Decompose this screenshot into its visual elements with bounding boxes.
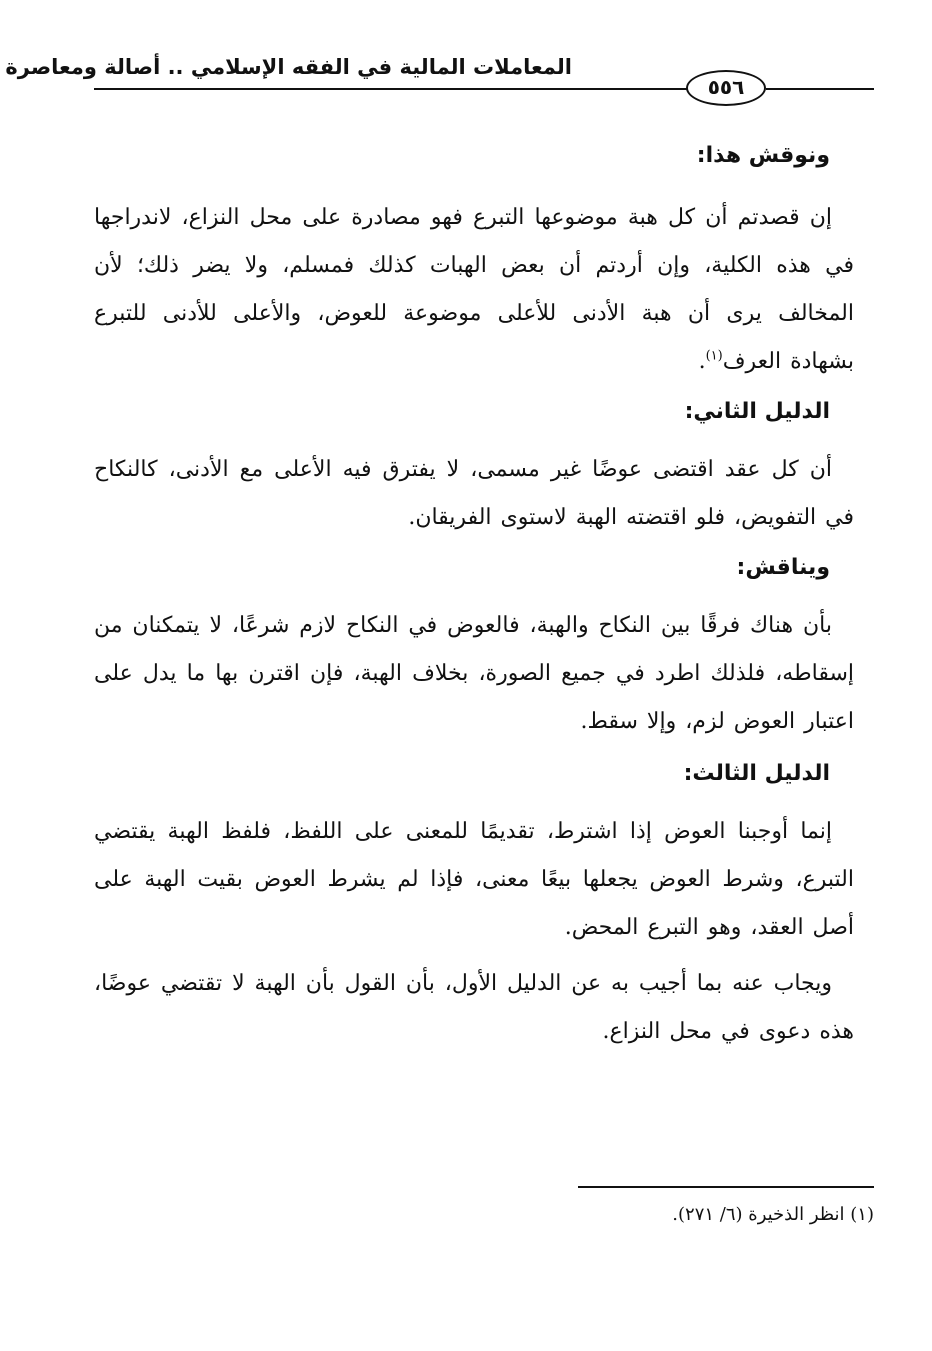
heading-discussion: ونوقش هذا: (696, 143, 830, 168)
footnote-rule (578, 1186, 874, 1188)
page-number-oval (686, 70, 766, 106)
paragraph-4: إنما أوجبنا العوض إذا اشترط، تقديمًا للمعنى على اللفظ، فلفظ الهبة يقتضي التبرع، وشرط العوض يجعلها بيعًا معنى، فإذا لم يشرط العوض بقيت الهبة على أصل العقد، وهو التبرع المحض. (94, 819, 854, 940)
header-rule-right (766, 88, 874, 90)
paragraph-5: ويجاب عنه بما أجيب به عن الدليل الأول، بأن القول بأن الهبة لا تقتضي عوضًا، هذه دعوى في محل النزاع. (94, 971, 854, 1044)
paragraph-3: بأن هناك فرقًا بين النكاح والهبة، فالعوض في النكاح لازم شرعًا، لا يتمكنان من إسقاطه، فلذلك اطرد في جميع الصورة، بخلاف الهبة، فإن اقترن بها ما يدل على اعتبار العوض لزم، وإلا سقط. (94, 613, 854, 734)
paragraph-2: أن كل عقد اقتضى عوضًا غير مسمى، لا يفترق فيه الأعلى مع الأدنى، كالنكاح في التفويض، فلو اقتضته الهبة لاستوى الفريقان. (94, 457, 854, 530)
header-rule (94, 88, 688, 90)
paragraph-1-end: . (698, 349, 706, 374)
heading-rebuttal: ويناقش: (736, 555, 830, 580)
paragraph-1 (94, 194, 854, 386)
heading-second-evidence: الدليل الثاني: (684, 399, 830, 424)
heading-third-evidence: الدليل الثالث: (683, 761, 830, 786)
paragraph-1-text: إن قصدتم أن كل هبة موضوعها التبرع فهو مصادرة على محل النزاع، لاندراجها في هذه الكلية، وإن أردتم أن بعض الهبات كذلك فمسلم، ولا يضر ذلك؛ لأن المخالف يرى أن هبة الأدنى للأعلى موضوعة للعوض، والأعلى للأدنى للتبرع بشهادة العرف (94, 205, 854, 374)
main-text (94, 130, 854, 1056)
footnote: (١) انظر الذخيرة (٦/ ٢٧١). (672, 1204, 874, 1225)
running-title: المعاملات المالية في الفقه الإسلامي .. أصالة ومعاصرة (5, 55, 572, 79)
page-number: ٥٥٦ (707, 75, 745, 99)
footnote-reference[interactable]: (١) (705, 348, 723, 364)
